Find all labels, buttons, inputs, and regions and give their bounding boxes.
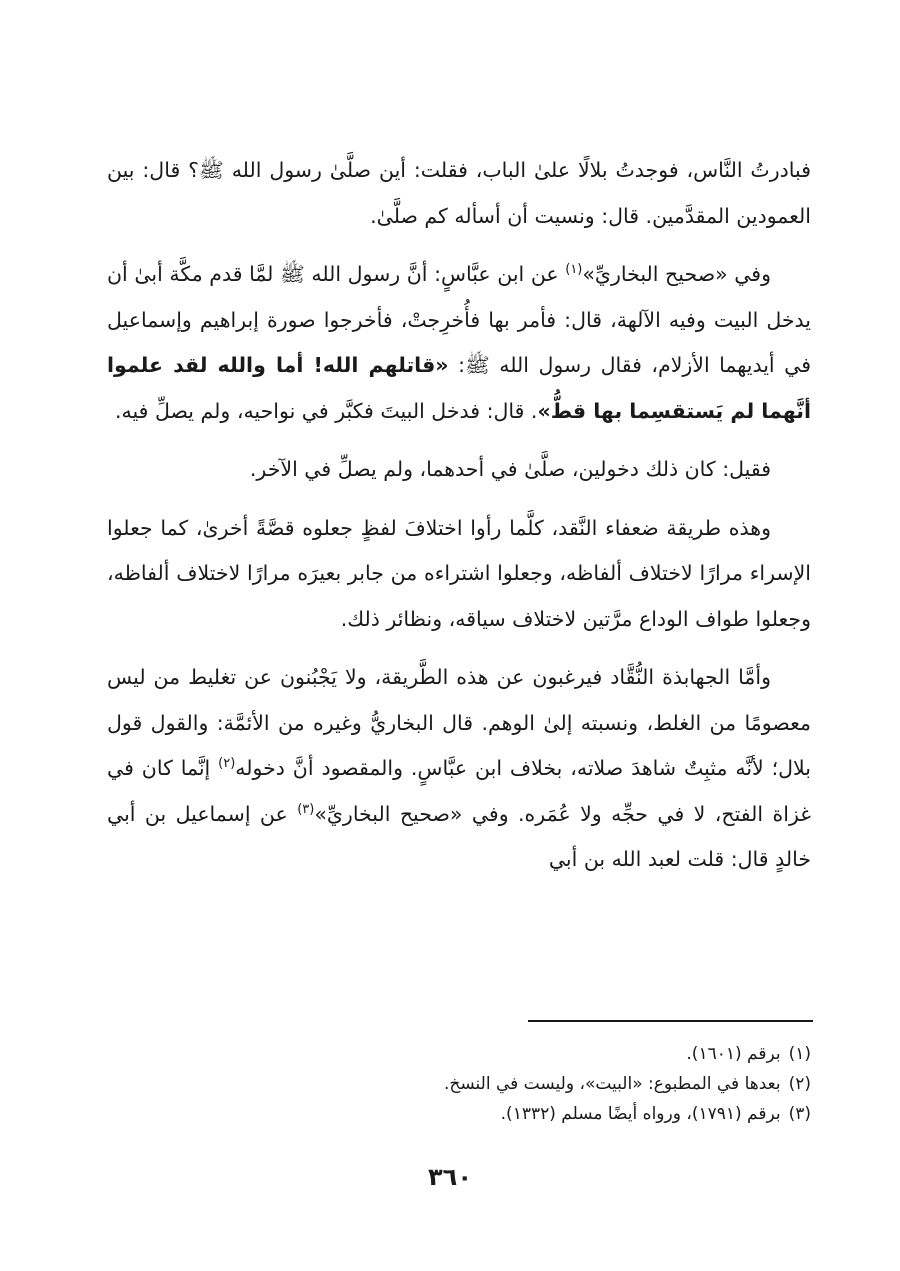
footnote-text: بعدها في المطبوع: «البيت»، وليست في النسخ. (444, 1074, 781, 1094)
footnote-3 (107, 1099, 811, 1129)
paragraph-5-part-2: إنَّما كان في غزاة الفتح، لا في حجِّه ولا عُمَره. وفي «صحيح البخاريِّ» (107, 756, 811, 826)
paragraph-2 (107, 252, 811, 434)
footnote-number: (٣) (788, 1104, 811, 1124)
paragraph-5 (107, 655, 811, 883)
paragraph-4: وهذه طريقة ضعفاء النَّقد، كلَّما رأوا اختلافَ لفظٍ جعلوه قصَّةً أخرىٰ، كما جعلوا الإسراء مرارًا لاختلاف ألفاظه، وجعلوا اشتراءه من جابر بعيرَه مرارًا لاختلاف ألفاظه، وجعلوا طواف الوداع مرَّتين لاختلاف سياقه، ونظائر ذلك. (107, 515, 811, 631)
page-number: ٣٦٠ (428, 1163, 472, 1191)
footnote-2 (107, 1069, 811, 1099)
paragraph-2-part-2: عن ابن عبَّاسٍ: أنَّ رسول الله ﷺ لمَّا قدم مكَّة أبىٰ أن يدخل البيت وفيه الآلهة، قال: فأمر بها فأُخرِجتْ، فأخرجوا صورة إبراهيم وإسماعيل في أيديهما الأزلام، فقال رسول الله ﷺ: (107, 262, 811, 377)
paragraph-3: فقيل: كان ذلك دخولين، صلَّىٰ في أحدهما، ولم يصلِّ في الآخر. (249, 457, 771, 481)
paragraph-1: فبادرتُ النَّاس، فوجدتُ بلالًا علىٰ الباب، فقلت: أين صلَّىٰ رسول الله ﷺ؟ قال: بين العمودين المقدَّمين. قال: ونسيت أن أسأله كم صلَّىٰ. (107, 158, 811, 228)
paragraph-5-part-1: وأمَّا الجهابذة النُّقَّاد فيرغبون عن هذه الطَّريقة، ولا يَجْبُنون عن تغليط من ليس معصومًا من الغلط، ونسبته إلىٰ الوهم. قال البخاريُّ وغيره من الأئمَّة: والقول قول بلال؛ لأنَّه مثبِتٌ شاهدَ صلاته، بخلاف ابن عبَّاسٍ. والمقصود أنَّ دخوله (107, 665, 811, 780)
footnote-number: (٢) (788, 1074, 811, 1094)
hadith-quote: «قاتلهم الله! أما والله لقد علموا أنَّهما لم يَستقسِما بها قطُّ» (107, 353, 811, 423)
paragraph-5-part-3: عن إسماعيل بن أبي خالدٍ قال: قلت لعبد الله بن أبي (107, 801, 811, 871)
footnote-1 (107, 1039, 811, 1069)
footnote-number: (١) (788, 1044, 811, 1064)
footnote-text: برقم (١٧٩١)، ورواه أيضًا مسلم (١٣٣٢). (500, 1104, 781, 1124)
main-text (107, 148, 811, 896)
footnote-ref-3[interactable]: (٣) (297, 801, 315, 817)
footnote-ref-1[interactable]: (١) (565, 262, 583, 278)
footnote-ref-2[interactable]: (٢) (218, 756, 236, 772)
footnotes (107, 1039, 811, 1129)
paragraph-2-part-3: . قال: فدخل البيتَ فكبَّر في نواحيه، ولم يصلِّ فيه. (114, 398, 538, 423)
footnote-divider (528, 1020, 813, 1022)
paragraph-2-part-1: وفي «صحيح البخاريِّ» (582, 262, 772, 286)
footnote-text: برقم (١٦٠١). (686, 1044, 781, 1064)
